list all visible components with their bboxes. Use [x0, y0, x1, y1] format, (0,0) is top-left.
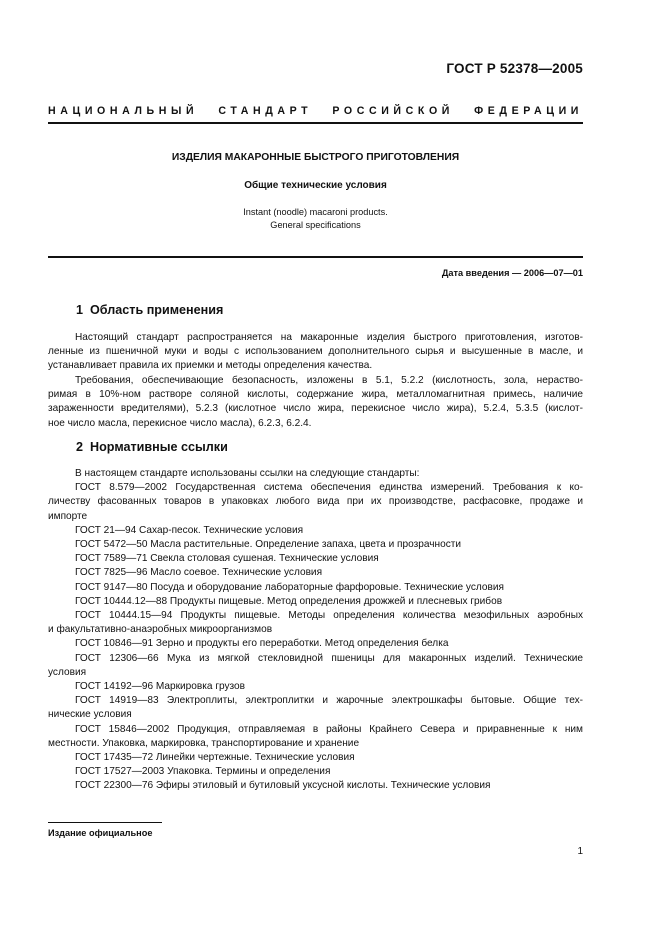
text-line: В настоящем стандарте использованы ссылки на следующие стандарты:: [75, 468, 420, 479]
document-subtitle: Общие технические условия: [244, 180, 387, 191]
reference-line: нические условия: [48, 709, 132, 721]
text-line: римая в 10%-ном растворе соляной кислоты, содержание жира, металломагнитная примесь, наличие: [48, 389, 583, 401]
reference-line: ГОСТ 14192—96 Маркировка грузов: [75, 681, 246, 693]
section-number: 1: [76, 303, 84, 317]
reference-line: ГОСТ 17435—72 Линейки чертежные. Технические условия: [75, 752, 355, 764]
section-number: 2: [76, 440, 84, 454]
page-number: 1: [577, 846, 583, 857]
reference-line: местности. Упаковка, маркировка, транспортирование и хранение: [48, 737, 360, 749]
text-line: ленные из пшеничной муки и воды с использованием дополнительного сырья и высушенные в масле, и: [48, 346, 583, 358]
reference-line: ГОСТ 12306—66 Мука из мягкой стекловидной пшеницы для макаронных изделий. Технические: [75, 652, 583, 664]
section-1-paragraph: [48, 374, 583, 431]
english-title: [48, 206, 583, 231]
national-standard-banner: НАЦИОНАЛЬНЫЙ СТАНДАРТ РОССИЙСКОЙ ФЕДЕРАЦИИ: [48, 105, 583, 117]
english-title-line: Instant (noodle) macaroni products.: [243, 207, 388, 217]
reference-line: ГОСТ 5472—50 Масла растительные. Определение запаха, цвета и прозрачности: [75, 539, 462, 551]
section-title: Область применения: [90, 303, 224, 317]
section-title: Нормативные ссылки: [90, 440, 228, 454]
reference-line: ГОСТ 9147—80 Посуда и оборудование лабораторные фарфоровые. Технические условия: [75, 581, 504, 593]
section-2-heading: [76, 440, 228, 454]
title-divider: [48, 256, 583, 258]
reference-line: ГОСТ 10444.15—94 Продукты пищевые. Методы определения количества мезофильных аэробных: [75, 610, 583, 622]
text-line: зараженности вредителями), 5.2.3 (кислотное число жира, перекисное число жира), 5.2.4, 5.3.5 (кислот-: [48, 403, 583, 415]
text-line: Требования, обеспечивающие безопасность, изложены в 5.1, 5.2.2 (кислотность, зола, нераство-: [75, 375, 583, 386]
reference-line: ГОСТ 10444.12—88 Продукты пищевые. Метод определения дрожжей и плесневых грибов: [75, 595, 503, 607]
reference-line: ГОСТ 21—94 Сахар-песок. Технические условия: [75, 524, 304, 536]
reference-line: ГОСТ 17527—2003 Упаковка. Термины и определения: [75, 766, 331, 778]
introduction-date: Дата введения — 2006—07—01: [441, 268, 583, 278]
reference-line: личеству фасованных товаров в упаковках любого вида при их производстве, расфасовке, продаже и: [48, 496, 583, 508]
text-line: Настоящий стандарт распространяется на макаронные изделия быстрого приготовления, изготов-: [75, 332, 583, 343]
gost-code: ГОСТ Р 52378—2005: [446, 61, 583, 76]
reference-line: ГОСТ 15846—2002 Продукция, отправляемая в районы Крайнего Севера и приравненные к ним: [75, 723, 583, 735]
references-list: [48, 467, 583, 794]
section-1-heading: [76, 303, 223, 317]
reference-line: ГОСТ 10846—91 Зерно и продукты его переработки. Метод определения белка: [75, 638, 449, 650]
english-title-line: General specifications: [270, 219, 361, 230]
footer-divider: [48, 822, 162, 823]
text-line: ное число масла, перекисное число масла), 6.2.3, 6.2.4.: [48, 417, 312, 429]
section-1-paragraph: [48, 331, 583, 374]
reference-line: ГОСТ 22300—76 Эфиры этиловый и бутиловый уксусной кислоты. Технические условия: [75, 780, 491, 792]
text-line: устанавливает правила их приемки и методы определения качества.: [48, 360, 373, 372]
reference-line: ГОСТ 7589—71 Свекла столовая сушеная. Технические условия: [75, 553, 379, 565]
reference-line: и факультативно-анаэробных микроорганизмов: [48, 624, 273, 636]
document-title: ИЗДЕЛИЯ МАКАРОННЫЕ БЫСТРОГО ПРИГОТОВЛЕНИЯ: [171, 152, 460, 163]
header-divider: [48, 122, 583, 124]
reference-line: импорте: [48, 510, 88, 522]
reference-line: ГОСТ 8.579—2002 Государственная система обеспечения единства измерений. Требования к ко-: [75, 482, 583, 494]
official-edition-note: Издание официальное: [48, 828, 153, 838]
reference-line: условия: [48, 666, 87, 678]
reference-line: ГОСТ 7825—96 Масло соевое. Технические условия: [75, 567, 323, 579]
reference-line: ГОСТ 14919—83 Электроплиты, электроплитки и жарочные электрошкафы бытовые. Общие тех-: [75, 695, 583, 707]
